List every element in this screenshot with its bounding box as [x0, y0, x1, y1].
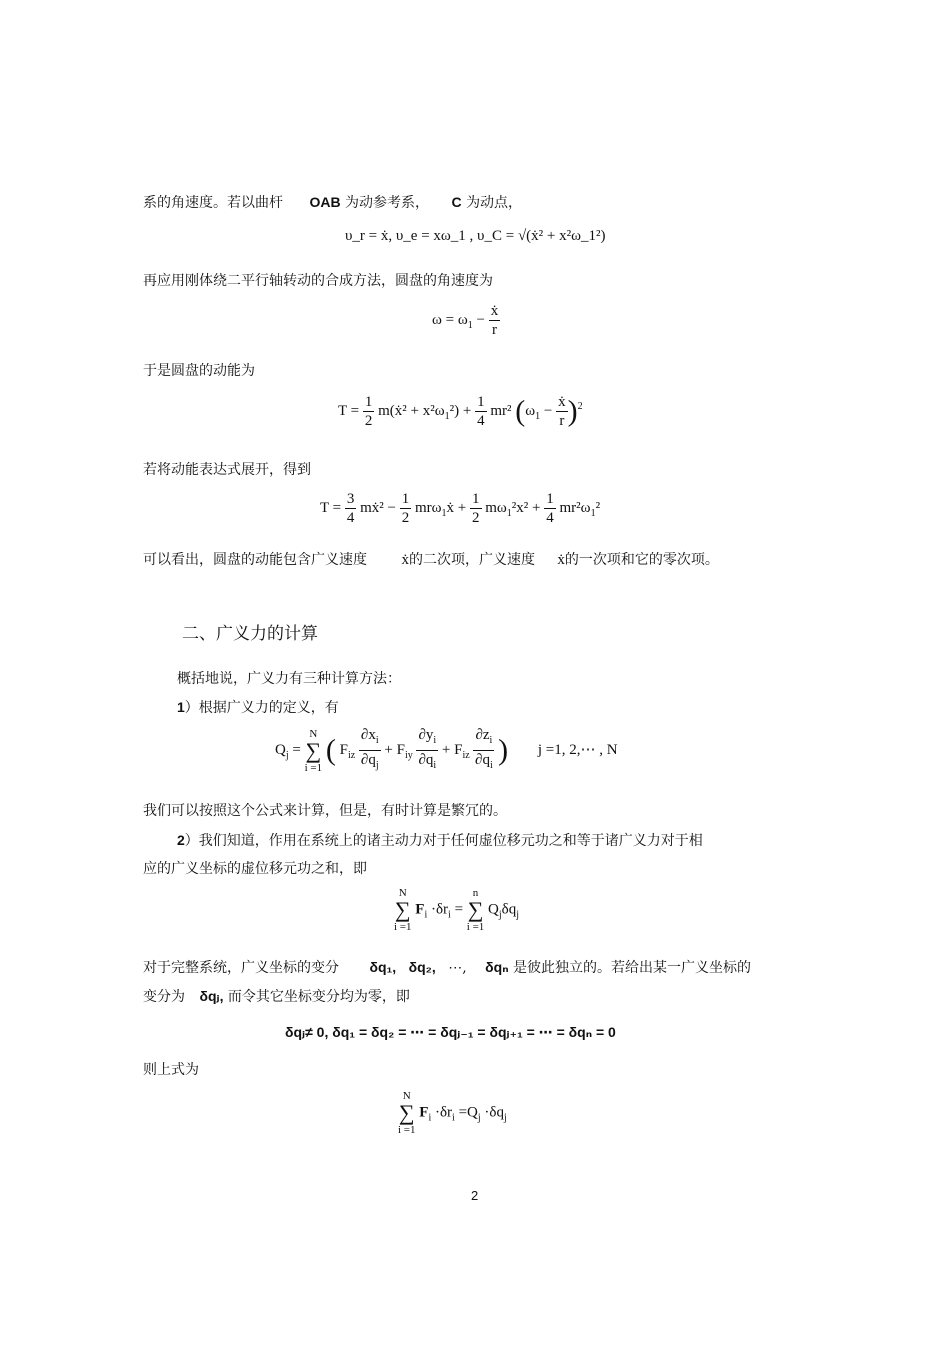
eq5-t1d: ∂q	[360, 752, 376, 768]
eq8-bodys: i	[428, 1112, 432, 1124]
eq6-body2bs: j	[516, 909, 520, 921]
eq5-t2: + F	[384, 741, 405, 758]
eq4-b2: ẋ +	[446, 499, 467, 516]
p11-pre: 变分为	[143, 989, 185, 1005]
eq6-eq: =	[450, 901, 464, 918]
sum-icon: ∑	[398, 1100, 415, 1125]
p1-post: 为动点，	[466, 195, 523, 211]
eq6-sum1-bot: i =1	[394, 921, 412, 933]
eq4-b: mrω	[414, 499, 442, 516]
eq5-lparen: (	[325, 733, 336, 767]
eq3-f3d: r	[559, 413, 565, 429]
equation-omega	[432, 302, 500, 339]
eq8-sum-bot: i =1	[398, 1124, 416, 1136]
paragraph-8: 我们可以按照这个公式来计算，但是，有时计算是繁冗的。	[143, 803, 507, 819]
eq4-cd: 2	[472, 510, 480, 526]
eq3-f2n: 1	[477, 394, 485, 410]
eq4-lhs: T =	[320, 499, 342, 516]
eq3-minus: −	[543, 402, 553, 419]
eq8-dots: i	[452, 1112, 455, 1124]
p10-qn: δqₙ	[485, 959, 509, 975]
eq8-rhss: j	[477, 1112, 481, 1124]
eq5-range: j =1, 2,⋯ , N	[537, 741, 618, 758]
eq8-rhs2s: j	[503, 1112, 507, 1124]
eq6-sum1	[394, 887, 412, 933]
eq5-sum	[305, 728, 323, 774]
sum-icon: ∑	[394, 897, 411, 922]
eq6-body2b: δq	[501, 901, 517, 918]
eq2-fraction	[489, 302, 501, 339]
eq4-an: 3	[346, 491, 355, 507]
eq5-frac3	[473, 726, 494, 775]
eq2-minus: −	[476, 311, 485, 328]
paragraph-2: 再应用刚体绕二平行轴转动的合成方法，圆盘的角速度为	[143, 273, 493, 289]
eq3-rparen: )	[567, 394, 578, 428]
eq5-frac2	[416, 726, 438, 775]
eq5-t3d: ∂q	[475, 752, 490, 768]
p7-text: ）根据广义力的定义，有	[184, 700, 339, 716]
p1-mid: 为动参考系，	[345, 195, 430, 211]
p10-pre: 对于完整系统，广义坐标的变分	[143, 960, 339, 976]
eq3-f1d: 2	[364, 413, 373, 429]
eq3-frac2	[475, 393, 487, 430]
p1-pre: 系的角速度。若以曲杆	[143, 195, 283, 211]
paragraph-7	[177, 697, 339, 717]
eq3-lhs: T =	[338, 402, 360, 419]
eq5-t3ns: i	[489, 735, 493, 746]
eq5-rparen: )	[498, 733, 509, 767]
p5-x2: ẋ	[557, 552, 565, 568]
eq6-body2: Q	[488, 901, 499, 918]
eq4-d2: ²	[595, 499, 601, 516]
eq6-dot: ·δr	[427, 901, 449, 918]
p10-q2: δq₂,	[408, 959, 436, 975]
paragraph-9-line1	[177, 830, 703, 850]
eq5-t1ns: i	[375, 735, 379, 746]
eq3-f3n: ẋ	[558, 394, 566, 410]
eq6-body1s: i	[424, 909, 428, 921]
p5-mid: 的二次项，广义速度	[408, 552, 535, 568]
eq3-sq: 2	[577, 400, 583, 412]
eq4-bd: 2	[401, 510, 410, 526]
eq3-mid1: m(ẋ² + x²ω	[378, 402, 445, 419]
paragraph-5	[143, 549, 719, 569]
eq4-c: mω	[485, 499, 507, 516]
eq5-t3s: iz	[462, 749, 470, 761]
eq5-t2ds: i	[433, 760, 437, 771]
eq3-mid2: mr²	[490, 402, 512, 419]
p1-oab: OAB	[309, 194, 341, 210]
eq2-num: ẋ	[490, 303, 499, 319]
eq5-t3: + F	[441, 741, 463, 758]
eq5-t1n: ∂x	[360, 727, 376, 743]
eq5-t1: F	[339, 741, 348, 758]
eq8-rhs: =Q	[454, 1104, 478, 1121]
sum-icon: ∑	[305, 737, 322, 763]
eq5-lhs-sub: j	[285, 749, 289, 761]
eq4-dd: 4	[546, 510, 554, 526]
p10-dots: ⋯,	[448, 960, 467, 976]
eq5-t2ns: i	[433, 735, 437, 746]
p1-c: C	[451, 194, 462, 210]
eq5-t1ds: j	[375, 760, 379, 771]
eq4-d: mr²ω	[559, 499, 591, 516]
equation-generalized-force	[275, 726, 618, 775]
eq6-dots: i	[448, 909, 451, 921]
eq4-ad: 4	[346, 510, 355, 526]
equation-kinetic-energy: T = $\frac{1}{2}$ m(ẋ² + $x^2\omega_1^2$) + $\frac{1}{4}$ mr² ($\omega_1$ − $\frac{\text{ẋ}}{r}$ )$^2$	[338, 394, 583, 429]
eq4-frac-a	[345, 490, 357, 527]
eq5-sum-top: N	[309, 727, 318, 740]
eq5-t2d: ∂q	[418, 752, 434, 768]
p5-x1: ẋ	[401, 552, 409, 568]
eq4-dn: 1	[546, 491, 554, 507]
p9-line1: ）我们知道，作用在系统上的诸主动力对于任何虚位移元功之和等于诸广义力对于相	[184, 833, 703, 849]
eq5-sum-bot: i =1	[304, 761, 323, 774]
paragraph-9-line2: 应的广义坐标的虚位移元功之和，即	[143, 861, 367, 877]
p5-pre: 可以看出，圆盘的动能包含广义速度	[143, 552, 367, 568]
paragraph-12: 则上式为	[143, 1062, 199, 1078]
sum-icon: ∑	[467, 897, 484, 922]
equation-expanded: T = $\frac{3}{4}$ mẋ² − $\frac{1}{2}$ mrω$_1$ẋ + $\frac{1}{2}$ $m\omega_1^2x^2$ + $\frac{1}{4}$ $mr^2\omega_1^2$	[320, 491, 601, 526]
eq5-frac1	[359, 726, 381, 775]
eq2-den: r	[491, 322, 497, 338]
eq8-dot: ·δr	[431, 1104, 453, 1121]
eq2-lhs: ω = ω	[432, 311, 468, 328]
eq3-lparen: (	[515, 394, 526, 428]
eq6-sum2	[467, 887, 485, 933]
eq3-w1: ω	[525, 402, 536, 419]
eq4-frac-b	[400, 490, 412, 527]
eq2-sub: 1	[467, 319, 473, 331]
p5-post: 的一次项和它的零次项。	[564, 552, 719, 568]
eq6-sum1-top: N	[398, 887, 407, 899]
eq3-f2d: 4	[477, 413, 485, 429]
equation-single-force	[398, 1090, 507, 1136]
p10-post: 是彼此独立的。若给出某一广义坐标的	[513, 960, 752, 976]
eq5-t3n: ∂z	[475, 727, 490, 743]
eq5-t2n: ∂y	[418, 727, 434, 743]
eq4-bn: 1	[401, 491, 410, 507]
p10-q1: δq₁,	[369, 959, 397, 975]
paragraph-11	[143, 986, 410, 1006]
paragraph-4: 若将动能表达式展开，得到	[143, 462, 311, 478]
eq6-sum2-top: n	[472, 887, 479, 899]
paragraph-1	[143, 192, 522, 212]
p11-qj: δqⱼ,	[199, 988, 224, 1004]
eq8-rhs2: ·δq	[480, 1104, 504, 1121]
eq8-sum-top: N	[402, 1090, 411, 1102]
eq6-body1: F	[415, 901, 425, 918]
equation-velocities: υ_r = ẋ, υ_e = xω_1 , υ_C = √(ẋ² + x²ω_1²)	[345, 228, 606, 244]
eq5-lhs: Q	[275, 741, 286, 758]
eq5-t3ds: i	[489, 760, 493, 771]
equation-virtual-work	[394, 887, 519, 933]
eq3-f1n: 1	[364, 394, 373, 410]
eq4-frac-c	[470, 490, 482, 527]
eq6-body2s: j	[498, 909, 502, 921]
eq8-body: F	[419, 1104, 429, 1121]
eq8-sum	[398, 1090, 416, 1136]
eq4-c2: ²x² +	[511, 499, 541, 516]
section-heading: 二、广义力的计算	[182, 624, 318, 644]
eq3-frac3	[556, 393, 568, 430]
paragraph-3: 于是圆盘的动能为	[143, 363, 255, 379]
page-number: 2	[471, 1188, 479, 1203]
p7-num: 1	[177, 699, 185, 715]
eq3-mid1b: ²) +	[449, 402, 472, 419]
eq4-a: mẋ² −	[360, 499, 396, 516]
eq5-t2s: iy	[404, 749, 413, 761]
eq3-frac1	[363, 393, 375, 430]
eq5-eq: =	[288, 741, 301, 758]
p9-num: 2	[177, 832, 185, 848]
eq5-t1s: iz	[347, 749, 356, 761]
p11-post: 而令其它坐标变分均为零，即	[227, 989, 410, 1005]
eq6-sum2-bot: i =1	[466, 921, 485, 933]
paragraph-10	[143, 957, 751, 977]
paragraph-6: 概括地说，广义力有三种计算方法：	[177, 671, 401, 687]
eq4-cn: 1	[472, 491, 480, 507]
eq4-frac-d	[544, 490, 556, 527]
equation-variations: δqⱼ≠ 0, δq₁ = δq₂ = ⋯ = δqⱼ₋₁ = δqⱼ₊₁ = ⋯ = δqₙ = 0	[285, 1024, 616, 1040]
